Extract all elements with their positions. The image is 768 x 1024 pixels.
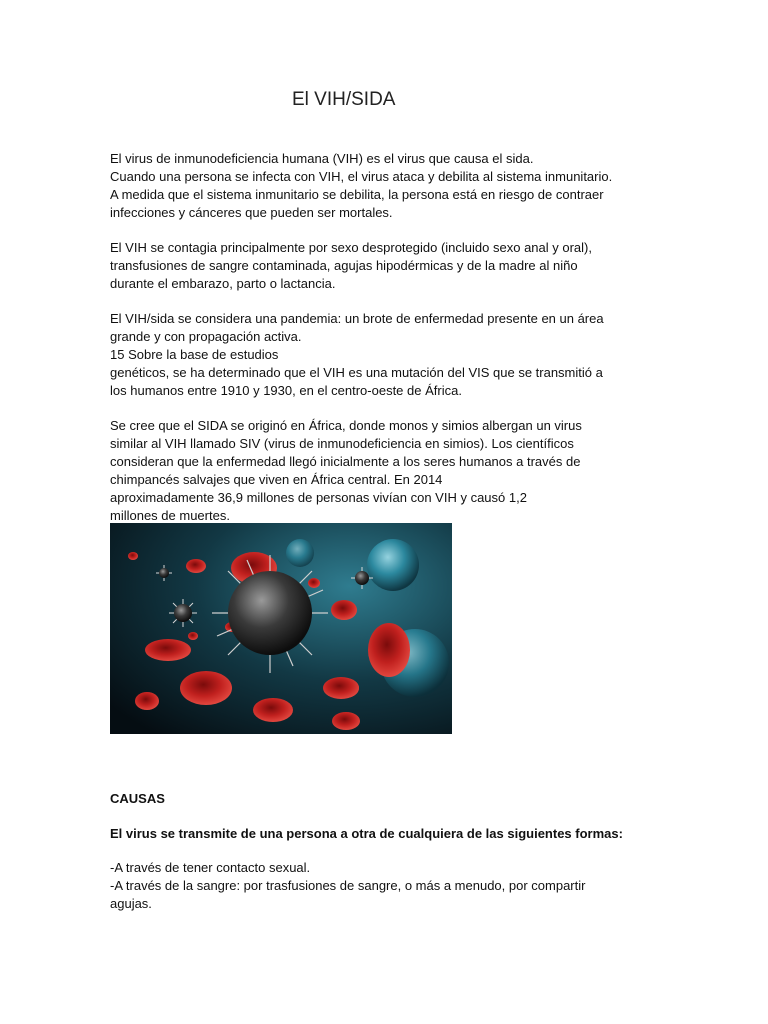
list-item: -A través de la sangre: por trasfusiones de sangre, o más a menudo, por compartir [110, 878, 586, 893]
paragraph-pandemic [110, 310, 670, 400]
text-line: A medida que el sistema inmunitario se debilita, la persona está en riesgo de contraer [110, 187, 604, 202]
text-line: 15 Sobre la base de estudios [110, 347, 279, 362]
text-line: genéticos, se ha determinado que el VIH es una mutación del VIS que se transmitió a [110, 365, 603, 380]
text-line: Se cree que el SIDA se originó en África, donde monos y simios albergan un virus [110, 418, 582, 433]
text-line: transfusiones de sangre contaminada, agujas hipodérmicas y de la madre al niño [110, 258, 578, 273]
paragraph-intro [110, 150, 670, 222]
text-line: Cuando una persona se infecta con VIH, el virus ataca y debilita al sistema inmunitario. [110, 169, 613, 184]
causes-heading: CAUSAS [110, 791, 165, 806]
text-line: consideran que la enfermedad llegó inicialmente a los seres humanos a través de [110, 454, 581, 469]
page-title: El VIH/SIDA [292, 89, 396, 110]
causes-list [110, 859, 670, 913]
text-line: El VIH/sida se considera una pandemia: un brote de enfermedad presente en un área [110, 311, 604, 326]
causes-intro: El virus se transmite de una persona a otra de cualquiera de las siguientes formas: [110, 826, 623, 841]
text-line: infecciones y cánceres que pueden ser mortales. [110, 205, 393, 220]
text-line: grande y con propagación activa. [110, 329, 302, 344]
paragraph-origin [110, 417, 670, 525]
text-line: El VIH se contagia principalmente por sexo desprotegido (incluido sexo anal y oral), [110, 240, 592, 255]
text-line: durante el embarazo, parto o lactancia. [110, 276, 336, 291]
text-line: chimpancés salvajes que viven en África central. En 2014 [110, 472, 443, 487]
text-line: El virus de inmunodeficiencia humana (VIH) es el virus que causa el sida. [110, 151, 534, 166]
text-line: similar al VIH llamado SIV (virus de inmunodeficiencia en simios). Los científicos [110, 436, 574, 451]
text-line: millones de muertes. [110, 508, 230, 523]
virus-illustration-image [110, 523, 452, 734]
text-line: los humanos entre 1910 y 1930, en el centro-oeste de África. [110, 383, 462, 398]
list-item: -A través de tener contacto sexual. [110, 860, 311, 875]
paragraph-transmission [110, 239, 670, 293]
list-item: agujas. [110, 896, 152, 911]
text-line: aproximadamente 36,9 millones de personas vivían con VIH y causó 1,2 [110, 490, 527, 505]
